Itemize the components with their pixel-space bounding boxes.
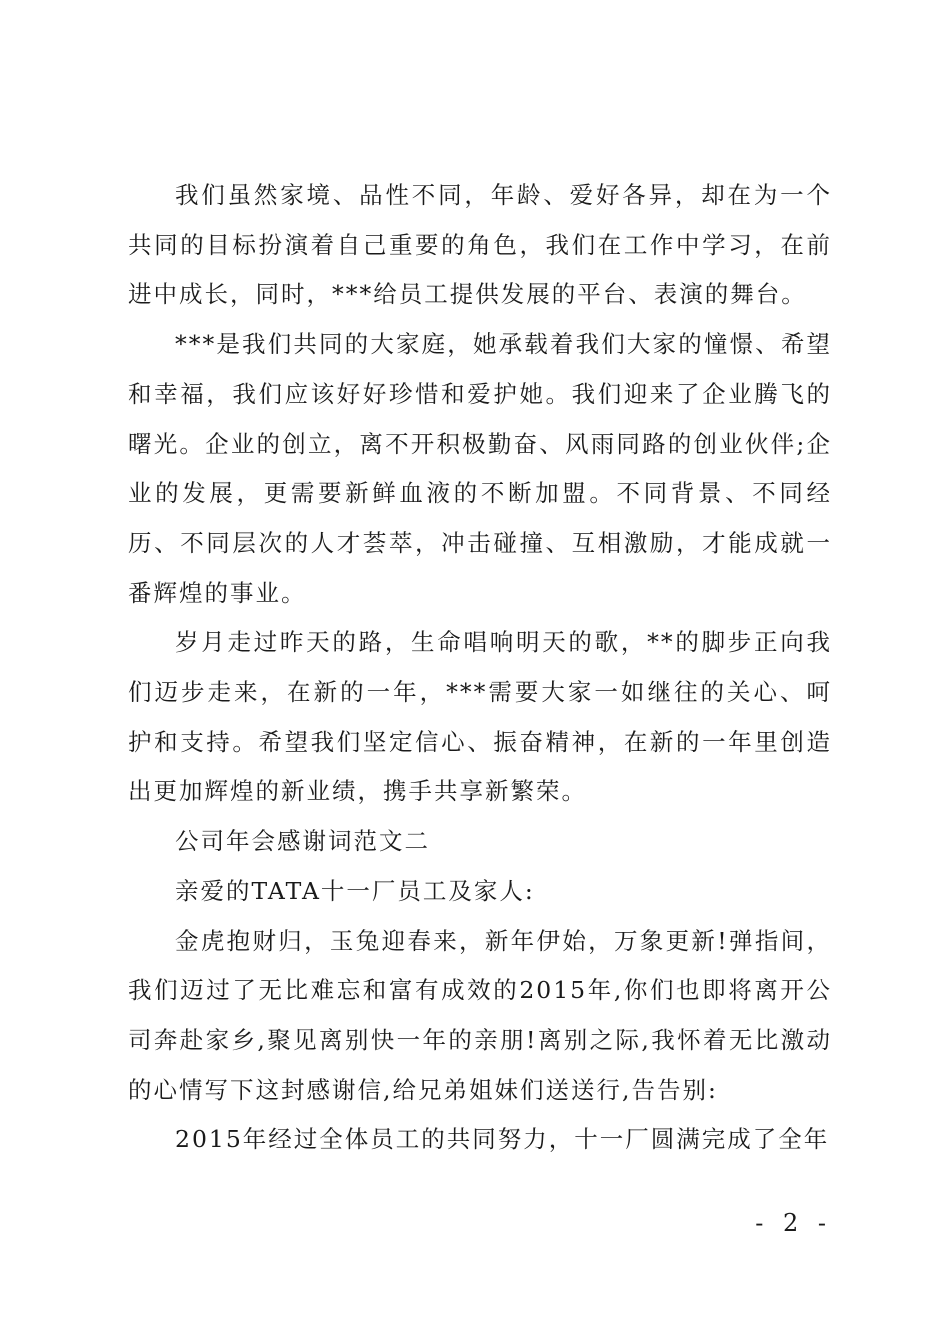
paragraph-1: 我们虽然家境、品性不同，年龄、爱好各异，却在为一个共同的目标扮演着自己重要的角色，我们在工作中学习，在前进中成长，同时，***给员工提供发展的平台、表演的舞台。 [128, 181, 832, 309]
page-number: - 2 - [755, 1209, 832, 1237]
paragraph-2: ***是我们共同的大家庭，她承载着我们大家的憧憬、希望和幸福，我们应该好好珍惜和爱护她。我们迎来了企业腾飞的曙光。企业的创立，离不开积极勤奋、风雨同路的创业伙伴;企业的发展，更需要新鲜血液的不断加盟。不同背景、不同经历、不同层次的人才荟萃，冲击碰撞、互相激励，才能成就一番辉煌的事业。 [128, 330, 832, 607]
document-body [128, 171, 832, 1165]
paragraph-4: 金虎抱财归，玉兔迎春来，新年伊始，万象更新!弹指间，我们迈过了无比难忘和富有成效的2015年,你们也即将离开公司奔赴家乡,聚见离别快一年的亲朋!离别之际,我怀着无比激动的心情写下这封感谢信,给兄弟姐妹们送送行,告告别: [128, 926, 832, 1104]
paragraph-5: 2015年经过全体员工的共同努力，十一厂圆满完成了全年 [175, 1125, 830, 1154]
letter-salutation: 亲爱的TATA十一厂员工及家人: [175, 876, 535, 905]
paragraph-3: 岁月走过昨天的路，生命唱响明天的歌，**的脚步正向我们迈步走来，在新的一年，***需要大家一如继往的关心、呵护和支持。希望我们坚定信心、振奋精神，在新的一年里创造出更加辉煌的新业绩，携手共享新繁荣。 [128, 628, 832, 806]
section-heading: 公司年会感谢词范文二 [175, 827, 430, 856]
